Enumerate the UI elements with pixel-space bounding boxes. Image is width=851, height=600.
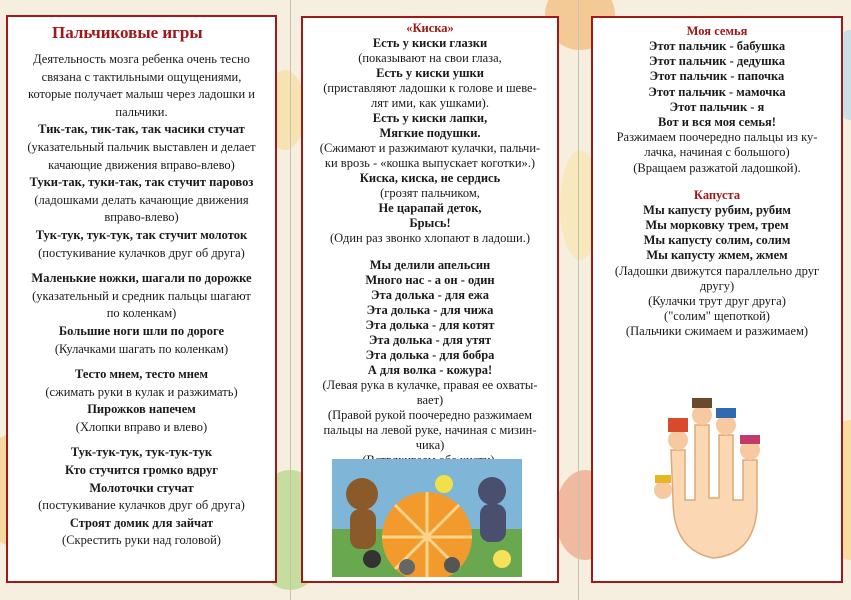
- rhyme-line: Много нас - а он - один: [365, 273, 495, 287]
- panel-kiska: [301, 16, 559, 583]
- rhyme-line: Эта долька - для ежа: [371, 288, 489, 302]
- instruction-line: (Скрестить руки над головой): [62, 533, 221, 548]
- instruction-line: качающие движения вправо-влево): [48, 157, 235, 172]
- rhyme-line: Эта долька - для утят: [368, 333, 492, 347]
- rhyme-line: Маленькие ножки, шагали по дорожке: [31, 271, 252, 286]
- instruction-line: чика): [415, 438, 445, 452]
- section-body-cabbage: [599, 203, 835, 340]
- instruction-line: (указательный и средник пальцы шагают: [32, 288, 251, 303]
- instruction-line: лачка, начиная с большого): [644, 145, 790, 160]
- instruction-line: другу): [699, 278, 735, 293]
- rhyme-line: Не царапай деток,: [378, 201, 482, 215]
- instruction-line: (Кулачками шагать по коленкам): [54, 341, 229, 356]
- section-title-cabbage: Капуста: [693, 187, 741, 202]
- instruction-line: пальчики.: [115, 104, 168, 119]
- panel-body: [14, 51, 269, 550]
- instruction-line: по коленкам): [106, 306, 177, 321]
- rhyme-line: Брысь!: [409, 216, 451, 230]
- fold-line: [578, 0, 579, 600]
- rhyme-line: Мягкие подушки.: [379, 126, 481, 140]
- rhyme-line: Пирожков напечем: [87, 402, 196, 417]
- rhyme-line: Вот и вся моя семья!: [658, 115, 776, 130]
- rhyme-line: Мы капусту жмем, жмем: [646, 248, 788, 263]
- rhyme-line: Мы капусту рубим, рубим: [643, 202, 791, 217]
- rhyme-line: Мы морковку трем, трем: [645, 218, 789, 233]
- instruction-line: связана с тактильными ощущениями,: [41, 69, 242, 84]
- instruction-line: вправо-влево): [104, 210, 179, 225]
- rhyme-line: Тук-тук-тук, тук-тук-тук: [70, 445, 213, 460]
- rhyme-line: Молоточки стучат: [89, 480, 194, 495]
- rhyme-line: Строят домик для зайчат: [69, 515, 214, 530]
- rhyme-line: Мы делили апельсин: [369, 258, 491, 272]
- rhyme-line: Есть у киски глазки: [372, 36, 488, 50]
- rhyme-line: Тук-тук, тук-тук, так стучит молоток: [35, 227, 248, 242]
- rhyme-line: Киска, киска, не сердись: [359, 171, 501, 185]
- instruction-line: вает): [416, 393, 444, 407]
- instruction-line: (указательный пальчик выставлен и делает: [27, 139, 256, 154]
- panel-body: [307, 36, 553, 468]
- text-block: [307, 258, 553, 468]
- text-block: [14, 51, 269, 262]
- illustration-orange-animals-image: [332, 459, 522, 577]
- instruction-line: (Один раз звонко хлопают в ладоши.): [329, 231, 531, 245]
- rhyme-line: Большие ноги шли по дороге: [58, 323, 225, 338]
- instruction-line: ("солим" щепоткой): [664, 309, 770, 324]
- instruction-line: которые получает малыш через ладошки и: [28, 87, 255, 102]
- instruction-line: (Ладошки движутся параллельно друг: [614, 263, 820, 278]
- instruction-line: (Вращаем разжатой ладошкой).: [633, 160, 801, 175]
- instruction-line: Деятельность мозга ребенка очень тесно: [33, 52, 250, 66]
- instruction-line: лят ими, как ушками).: [371, 96, 489, 110]
- fold-line: [290, 0, 291, 600]
- rhyme-line: Тесто мнем, тесто мнем: [74, 367, 208, 382]
- text-block: [14, 444, 269, 550]
- rhyme-line: Есть у киски ушки: [376, 66, 484, 80]
- instruction-line: (показывают на свои глаза,: [358, 51, 502, 65]
- instruction-line: (Правой рукой поочередно разжимаем: [327, 408, 533, 422]
- rhyme-line: Кто стучится громко вдруг: [65, 463, 218, 478]
- instruction-line: (Левая рука в кулачке, правая ее охваты-: [322, 378, 538, 392]
- rhyme-line: Эта долька - для чижа: [366, 303, 494, 317]
- panel-title: «Киска»: [406, 21, 454, 35]
- rhyme-line: Эта долька - для котят: [365, 318, 495, 332]
- rhyme-line: Этот пальчик - бабушка: [648, 39, 786, 53]
- panel-finger-games: [6, 15, 277, 583]
- rhyme-line: Есть у киски лапки,: [372, 111, 488, 125]
- section-title-family: Моя семья: [686, 24, 748, 38]
- instruction-line: (Пальчики сжимаем и разжимаем): [625, 324, 809, 339]
- rhyme-line: Этот пальчик - папочка: [649, 69, 785, 84]
- instruction-line: (Сжимают и разжимают кулачки, пальчи-: [319, 141, 541, 155]
- rhyme-line: А для волка - кожура!: [367, 363, 493, 377]
- rhyme-line: Эта долька - для бобра: [365, 348, 495, 362]
- text-block: [14, 366, 269, 436]
- illustration-finger-family: [653, 390, 773, 560]
- instruction-line: Разжимаем поочередно пальцы из ку-: [616, 130, 818, 145]
- instruction-line: (постукивание кулачков друг об друга): [38, 498, 245, 513]
- rhyme-line: Этот пальчик - я: [669, 99, 765, 114]
- illustration-orange-animals: [332, 459, 522, 577]
- rhyme-line: Этот пальчик - дедушка: [649, 54, 785, 69]
- section-body-family: [599, 39, 835, 176]
- instruction-line: (ладошками делать качающие движения: [34, 192, 249, 207]
- panel-family: [591, 16, 843, 583]
- rhyme-line: Туки-так, туки-так, так стучит паровоз: [29, 175, 254, 190]
- instruction-line: ки врозь - «кошка выпускает коготки».): [324, 156, 536, 170]
- instruction-line: (Хлопки вправо и влево): [75, 419, 208, 434]
- text-block: [307, 36, 553, 246]
- instruction-line: (грозят пальчиком,: [380, 186, 480, 200]
- instruction-line: (Кулачки трут друг друга): [648, 294, 786, 309]
- instruction-line: пальцы на левой руке, начиная с мизин-: [323, 423, 537, 437]
- instruction-line: (приставляют ладошки к голове и шеве-: [323, 81, 537, 95]
- rhyme-line: Этот пальчик - мамочка: [648, 84, 786, 99]
- illustration-finger-family-image: [653, 390, 773, 560]
- panel-title: Пальчиковые игры: [52, 23, 203, 42]
- instruction-line: (сжимать руки в кулак и разжимать): [45, 384, 238, 399]
- instruction-line: (постукивание кулачков друг об друга): [38, 245, 245, 260]
- rhyme-line: Мы капусту солим, солим: [643, 233, 791, 248]
- rhyme-line: Тик-так, тик-так, так часики стучат: [38, 122, 245, 137]
- text-block: [14, 270, 269, 358]
